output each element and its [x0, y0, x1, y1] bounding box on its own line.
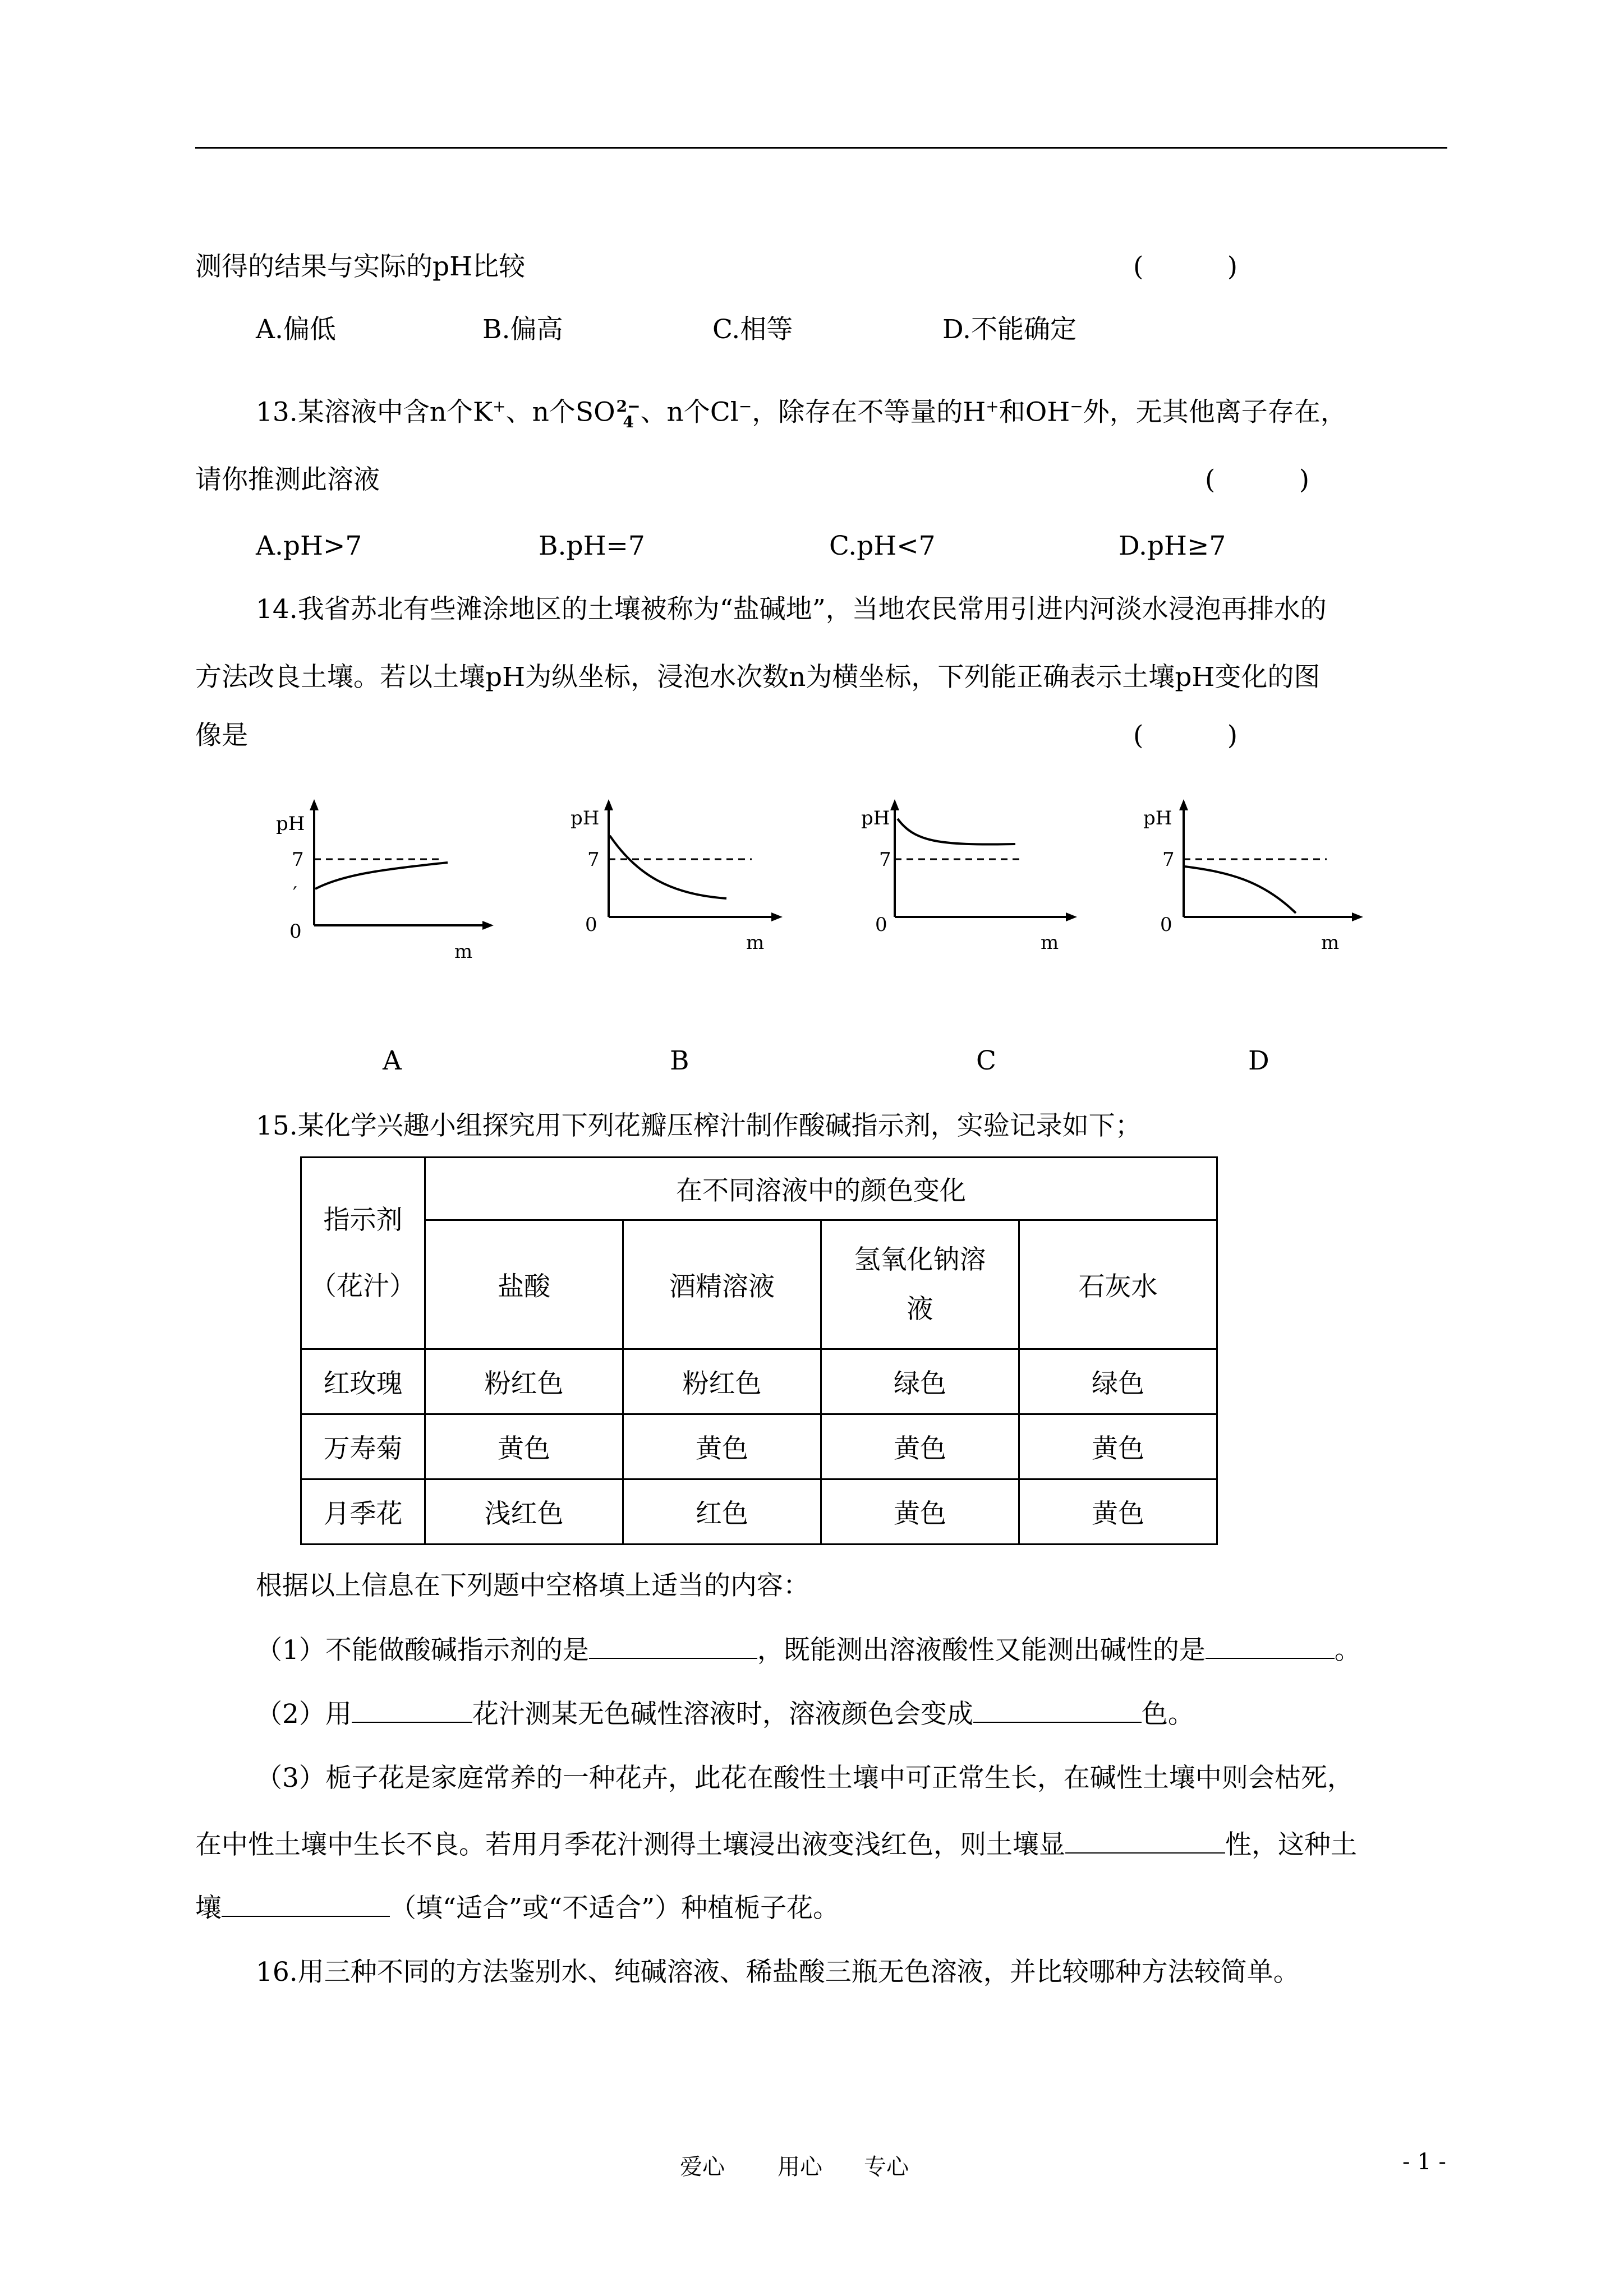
- header-limewater: 石灰水: [1019, 1220, 1217, 1349]
- graph-c-seven: 7: [879, 849, 891, 871]
- q13-option-d: D.pH≥7: [1119, 531, 1226, 561]
- table-row: [301, 1479, 1217, 1545]
- table-cell: 绿色: [1019, 1349, 1217, 1414]
- q14-line1: 14.我省苏北有些滩涂地区的土壤被称为“盐碱地”，当地农民常用引进内河淡水浸泡再排水的: [256, 594, 1327, 625]
- table-cell: 黄色: [623, 1414, 821, 1479]
- table-cell: 黄色: [1019, 1414, 1217, 1479]
- table-cell: 黄色: [821, 1414, 1019, 1479]
- q15-part2: （2）用 花汁测某无色碱性溶液时，溶液颜色会变成 色。: [256, 1697, 1194, 1731]
- graph-c-zero: 0: [875, 914, 887, 936]
- q12-option-b: B.偏高: [482, 314, 563, 345]
- answer-blank[interactable]: [973, 1697, 1142, 1723]
- header-alcohol-solution: 酒精溶液: [623, 1220, 821, 1349]
- header-hydrochloric-acid: 盐酸: [425, 1220, 623, 1349]
- q12-option-c: C.相等: [712, 314, 793, 345]
- graph-c-y-label: pH: [861, 807, 890, 829]
- graph-a-zero: 0: [289, 920, 302, 943]
- graph-d: [1133, 796, 1369, 976]
- graph-d-caption: D: [1248, 1045, 1269, 1076]
- sulfate-charge: 2− 4: [616, 397, 641, 431]
- graph-b-zero: 0: [585, 914, 597, 936]
- graph-d-x-label: m: [1321, 932, 1340, 954]
- graph-a-tick: ′: [293, 883, 297, 905]
- graph-d-zero: 0: [1160, 914, 1172, 936]
- footer-word-1: 爱心: [680, 2154, 725, 2180]
- header-sodium-hydroxide: 氢氧化钠溶 液: [821, 1220, 1019, 1349]
- q15-part3-line2: 在中性土壤中生长不良。若用月季花汁测得土壤浸出液变浅红色，则土壤显 性，这种土: [195, 1828, 1357, 1862]
- q15-part3-line3: 壤 （填“适合”或“不适合”）种植栀子花。: [195, 1891, 839, 1925]
- q13-option-b: B.pH=7: [539, 531, 645, 561]
- table-row: [301, 1349, 1217, 1414]
- q12-stem: 测得的结果与实际的pH比较: [195, 251, 526, 282]
- q13-option-c: C.pH<7: [829, 531, 936, 561]
- table-cell: 红色: [623, 1479, 821, 1545]
- row-name: 月季花: [301, 1479, 425, 1545]
- answer-blank[interactable]: [1065, 1828, 1225, 1854]
- graph-c-x-label: m: [1041, 932, 1059, 954]
- graph-b: [558, 796, 794, 976]
- q13-stem-line2: 请你推测此溶液: [195, 464, 380, 495]
- answer-blank[interactable]: [352, 1697, 472, 1723]
- table-cell: 浅红色: [425, 1479, 623, 1545]
- answer-blank[interactable]: [1206, 1633, 1335, 1659]
- graph-c-caption: C: [976, 1045, 996, 1076]
- q14-answer-paren: ( ): [1133, 720, 1238, 751]
- graph-b-y-label: pH: [571, 807, 600, 829]
- q12-option-a: A.偏低: [256, 314, 336, 345]
- answer-blank[interactable]: [222, 1891, 390, 1917]
- table-cell: 粉红色: [623, 1349, 821, 1414]
- q15-part1: （1）不能做酸碱指示剂的是 ，既能测出溶液酸性又能测出碱性的是 。: [256, 1633, 1361, 1667]
- row-name: 万寿菊: [301, 1414, 425, 1479]
- q12-option-d: D.不能确定: [942, 314, 1076, 345]
- q13-answer-paren: ( ): [1205, 464, 1310, 495]
- graph-d-y-label: pH: [1143, 807, 1172, 829]
- q15-after: 根据以上信息在下列题中空格填上适当的内容：: [256, 1570, 809, 1601]
- graph-d-seven: 7: [1162, 849, 1175, 871]
- header-rule: [195, 147, 1447, 149]
- q13-option-a: A.pH>7: [256, 531, 362, 561]
- table-cell: 黄色: [821, 1479, 1019, 1545]
- page-number: - 1 -: [1402, 2149, 1446, 2175]
- graph-a-seven: 7: [292, 849, 304, 871]
- table-cell: 黄色: [425, 1414, 623, 1479]
- header-indicator: 指示剂 （花汁）: [301, 1158, 425, 1349]
- q14-line2: 方法改良土壤。若以土壤pH为纵坐标，浸泡水次数n为横坐标，下列能正确表示土壤pH变化的图: [195, 662, 1321, 693]
- q14-line3: 像是: [195, 720, 248, 751]
- graph-b-seven: 7: [587, 849, 600, 871]
- q13-stem: 13.某溶液中含n个K+、n个SO 2− 4 、n个Cl−，除存在不等量的H+和OH−外，无其他离子存在，: [256, 397, 1347, 431]
- q15-intro: 15.某化学兴趣小组探究用下列花瓣压榨汁制作酸碱指示剂，实验记录如下；: [256, 1110, 1142, 1141]
- indicator-table: [300, 1156, 1218, 1545]
- footer-word-2: 用心: [778, 2154, 822, 2180]
- table-cell: 绿色: [821, 1349, 1019, 1414]
- graph-b-caption: B: [670, 1045, 689, 1076]
- table-cell: 粉红色: [425, 1349, 623, 1414]
- footer-word-3: 专心: [864, 2154, 909, 2180]
- graph-a-caption: A: [383, 1045, 402, 1076]
- q15-part3-line1: （3）栀子花是家庭常养的一种花卉，此花在酸性土壤中可正常生长，在碱性土壤中则会枯死，: [256, 1763, 1354, 1794]
- q16-text: 16.用三种不同的方法鉴别水、纯碱溶液、稀盐酸三瓶无色溶液，并比较哪种方法较简单。: [256, 1957, 1300, 1988]
- graph-a: [269, 796, 505, 976]
- graph-b-x-label: m: [746, 932, 765, 954]
- table-row: [301, 1414, 1217, 1479]
- table-cell: 黄色: [1019, 1479, 1217, 1545]
- q12-answer-paren: ( ): [1133, 251, 1238, 282]
- header-color-change: 在不同溶液中的颜色变化: [425, 1158, 1217, 1220]
- graph-c: [853, 796, 1088, 976]
- graph-a-y-label: pH: [276, 813, 305, 835]
- answer-blank[interactable]: [589, 1633, 757, 1659]
- graph-a-x-label: m: [454, 940, 473, 963]
- row-name: 红玫瑰: [301, 1349, 425, 1414]
